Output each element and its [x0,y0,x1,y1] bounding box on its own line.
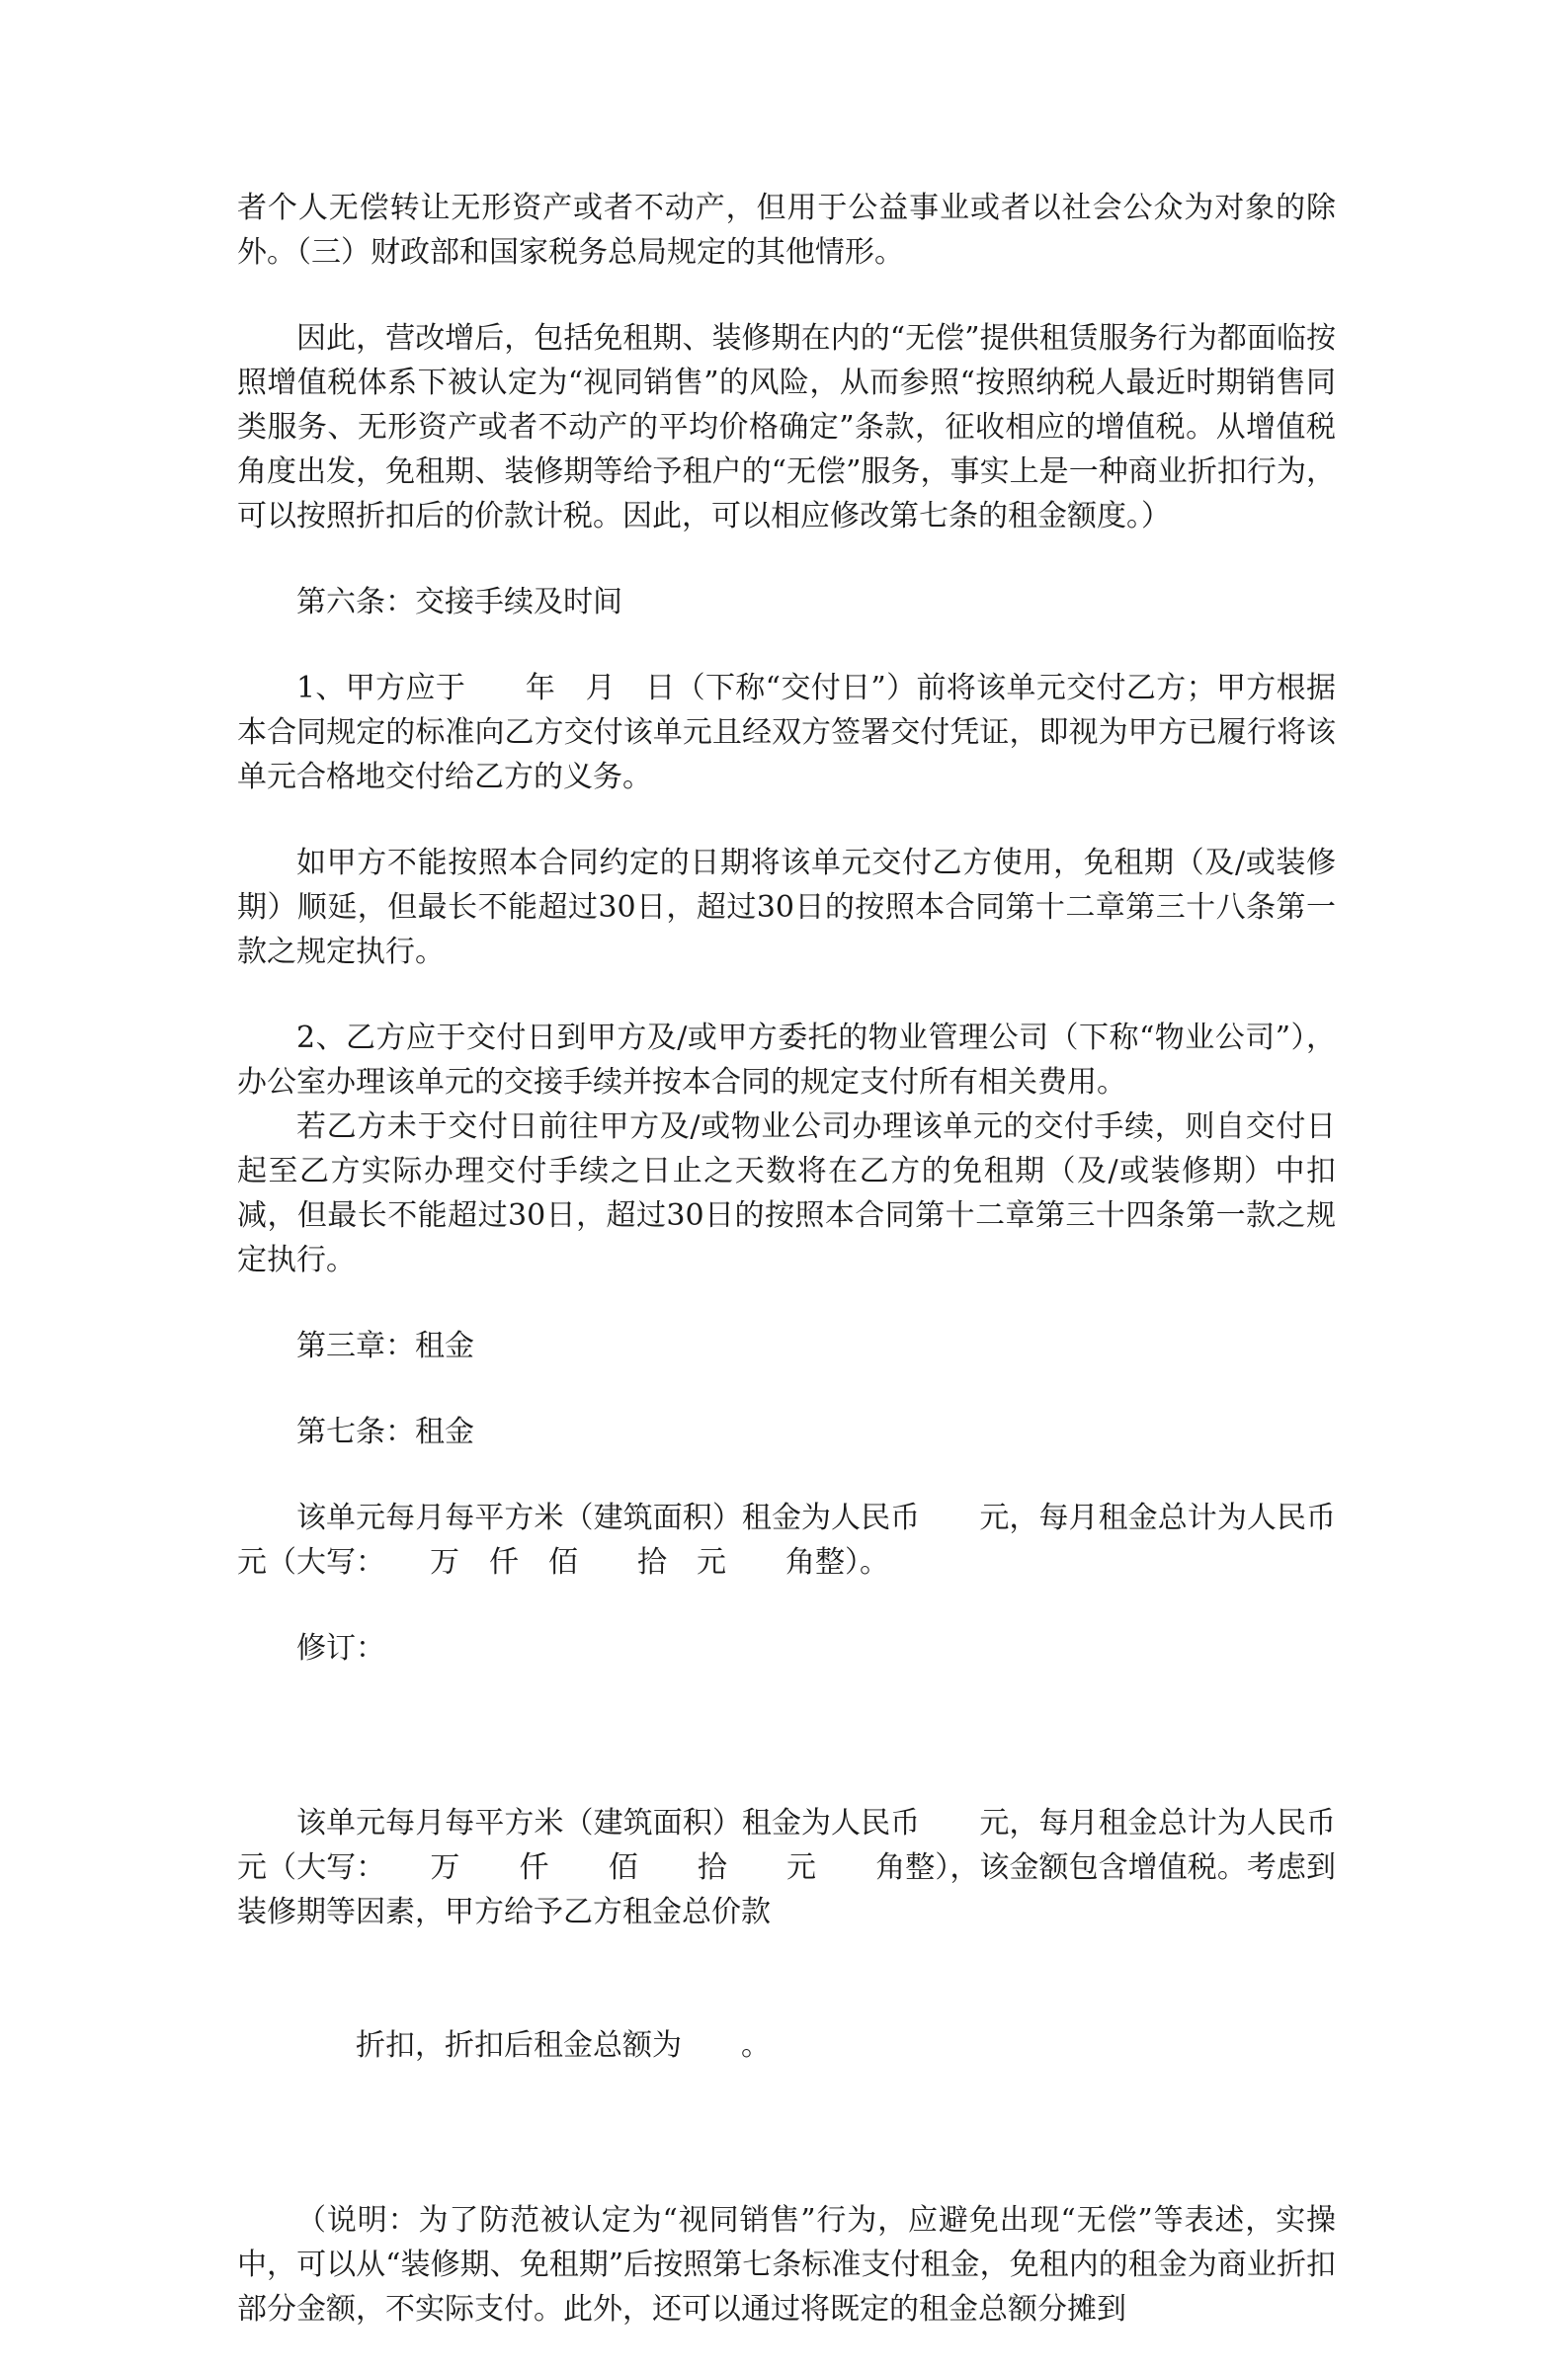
chapter-3-heading: 第三章：租金 [296,1329,474,1363]
revised-rent-clause-text: 该单元每月每平方米（建筑面积）租金为人民币 元，每月租金总计为人民币 元（大写： 万 仟 佰 拾 元 角整），该金额包含增值税。考虑到装修期等因素，甲方给予乙方租金总价款 [237,1806,1395,1929]
paragraph-continued-text: 者个人无偿转让无形资产或者不动产，但用于公益事业或者以社会公众为对象的除外。（三）财政部和国家税务总局规定的其他情形。 [237,191,1336,270]
article-6-clause-1: 1、甲方应于 年 月 日（下称“交付日”）前将该单元交付乙方；甲方根据本合同规定的标准向乙方交付该单元且经双方签署交付凭证，即视为甲方已履行将该单元合格地交付给乙方的义务。 [237,671,1336,794]
note-paragraph: （说明：为了防范被认定为“视同销售”行为，应避免出现“无偿”等表述，实操中，可以从“装修期、免租期”后按照第七条标准支付租金，免租内的租金为商业折扣部分金额，不实际支付。此外，还可以通过将既定的租金总额分摊到 [237,2203,1336,2327]
article-7-rent-clause: 该单元每月每平方米（建筑面积）租金为人民币 元，每月租金总计为人民币 元（大写： 万 仟 佰 拾 元 角整）。 [237,1501,1395,1580]
article-7-heading: 第七条：租金 [296,1415,474,1449]
article-6-heading: 第六条：交接手续及时间 [296,585,622,619]
revised-rent-clause [237,1712,1395,2157]
article-6-delay-clause: 如甲方不能按照本合同约定的日期将该单元交付乙方使用，免租期（及/或装修期）顺延，但最长不能超过30日，超过30日的按照本合同第十二章第三十八条第一款之规定执行。 [237,846,1336,969]
revised-discount-line: 折扣，折扣后租金总额为 。 [356,2028,771,2063]
article-6-clause-2: 2、乙方应于交付日到甲方及/或甲方委托的物业管理公司（下称“物业公司”），办公室办理该单元的交接手续并按本合同的规定支付所有相关费用。 [237,1021,1336,1100]
article-6-late-handover-clause: 若乙方未于交付日前往甲方及/或物业公司办理该单元的交付手续，则自交付日起至乙方实际办理交付手续之日止之天数将在乙方的免租期（及/或装修期）中扣减，但最长不能超过30日，超过30日的按照本合同第十二章第三十四条第一款之规定执行。 [237,1109,1336,1277]
revision-heading: 修订： [296,1631,385,1666]
document-body [237,186,1395,2373]
paragraph-vat-explanation: 因此，营改增后，包括免租期、装修期在内的“无偿”提供租赁服务行为都面临按照增值税体系下被认定为“视同销售”的风险，从而参照“按照纳税人最近时期销售同类服务、无形资产或者不动产的平均价格确定”条款，征收相应的增值税。从增值税角度出发，免租期、装修期等给予租户的“无偿”服务，事实上是一种商业折扣行为，可以按照折扣后的价款计税。因此，可以相应修改第七条的租金额度。） [237,321,1336,533]
